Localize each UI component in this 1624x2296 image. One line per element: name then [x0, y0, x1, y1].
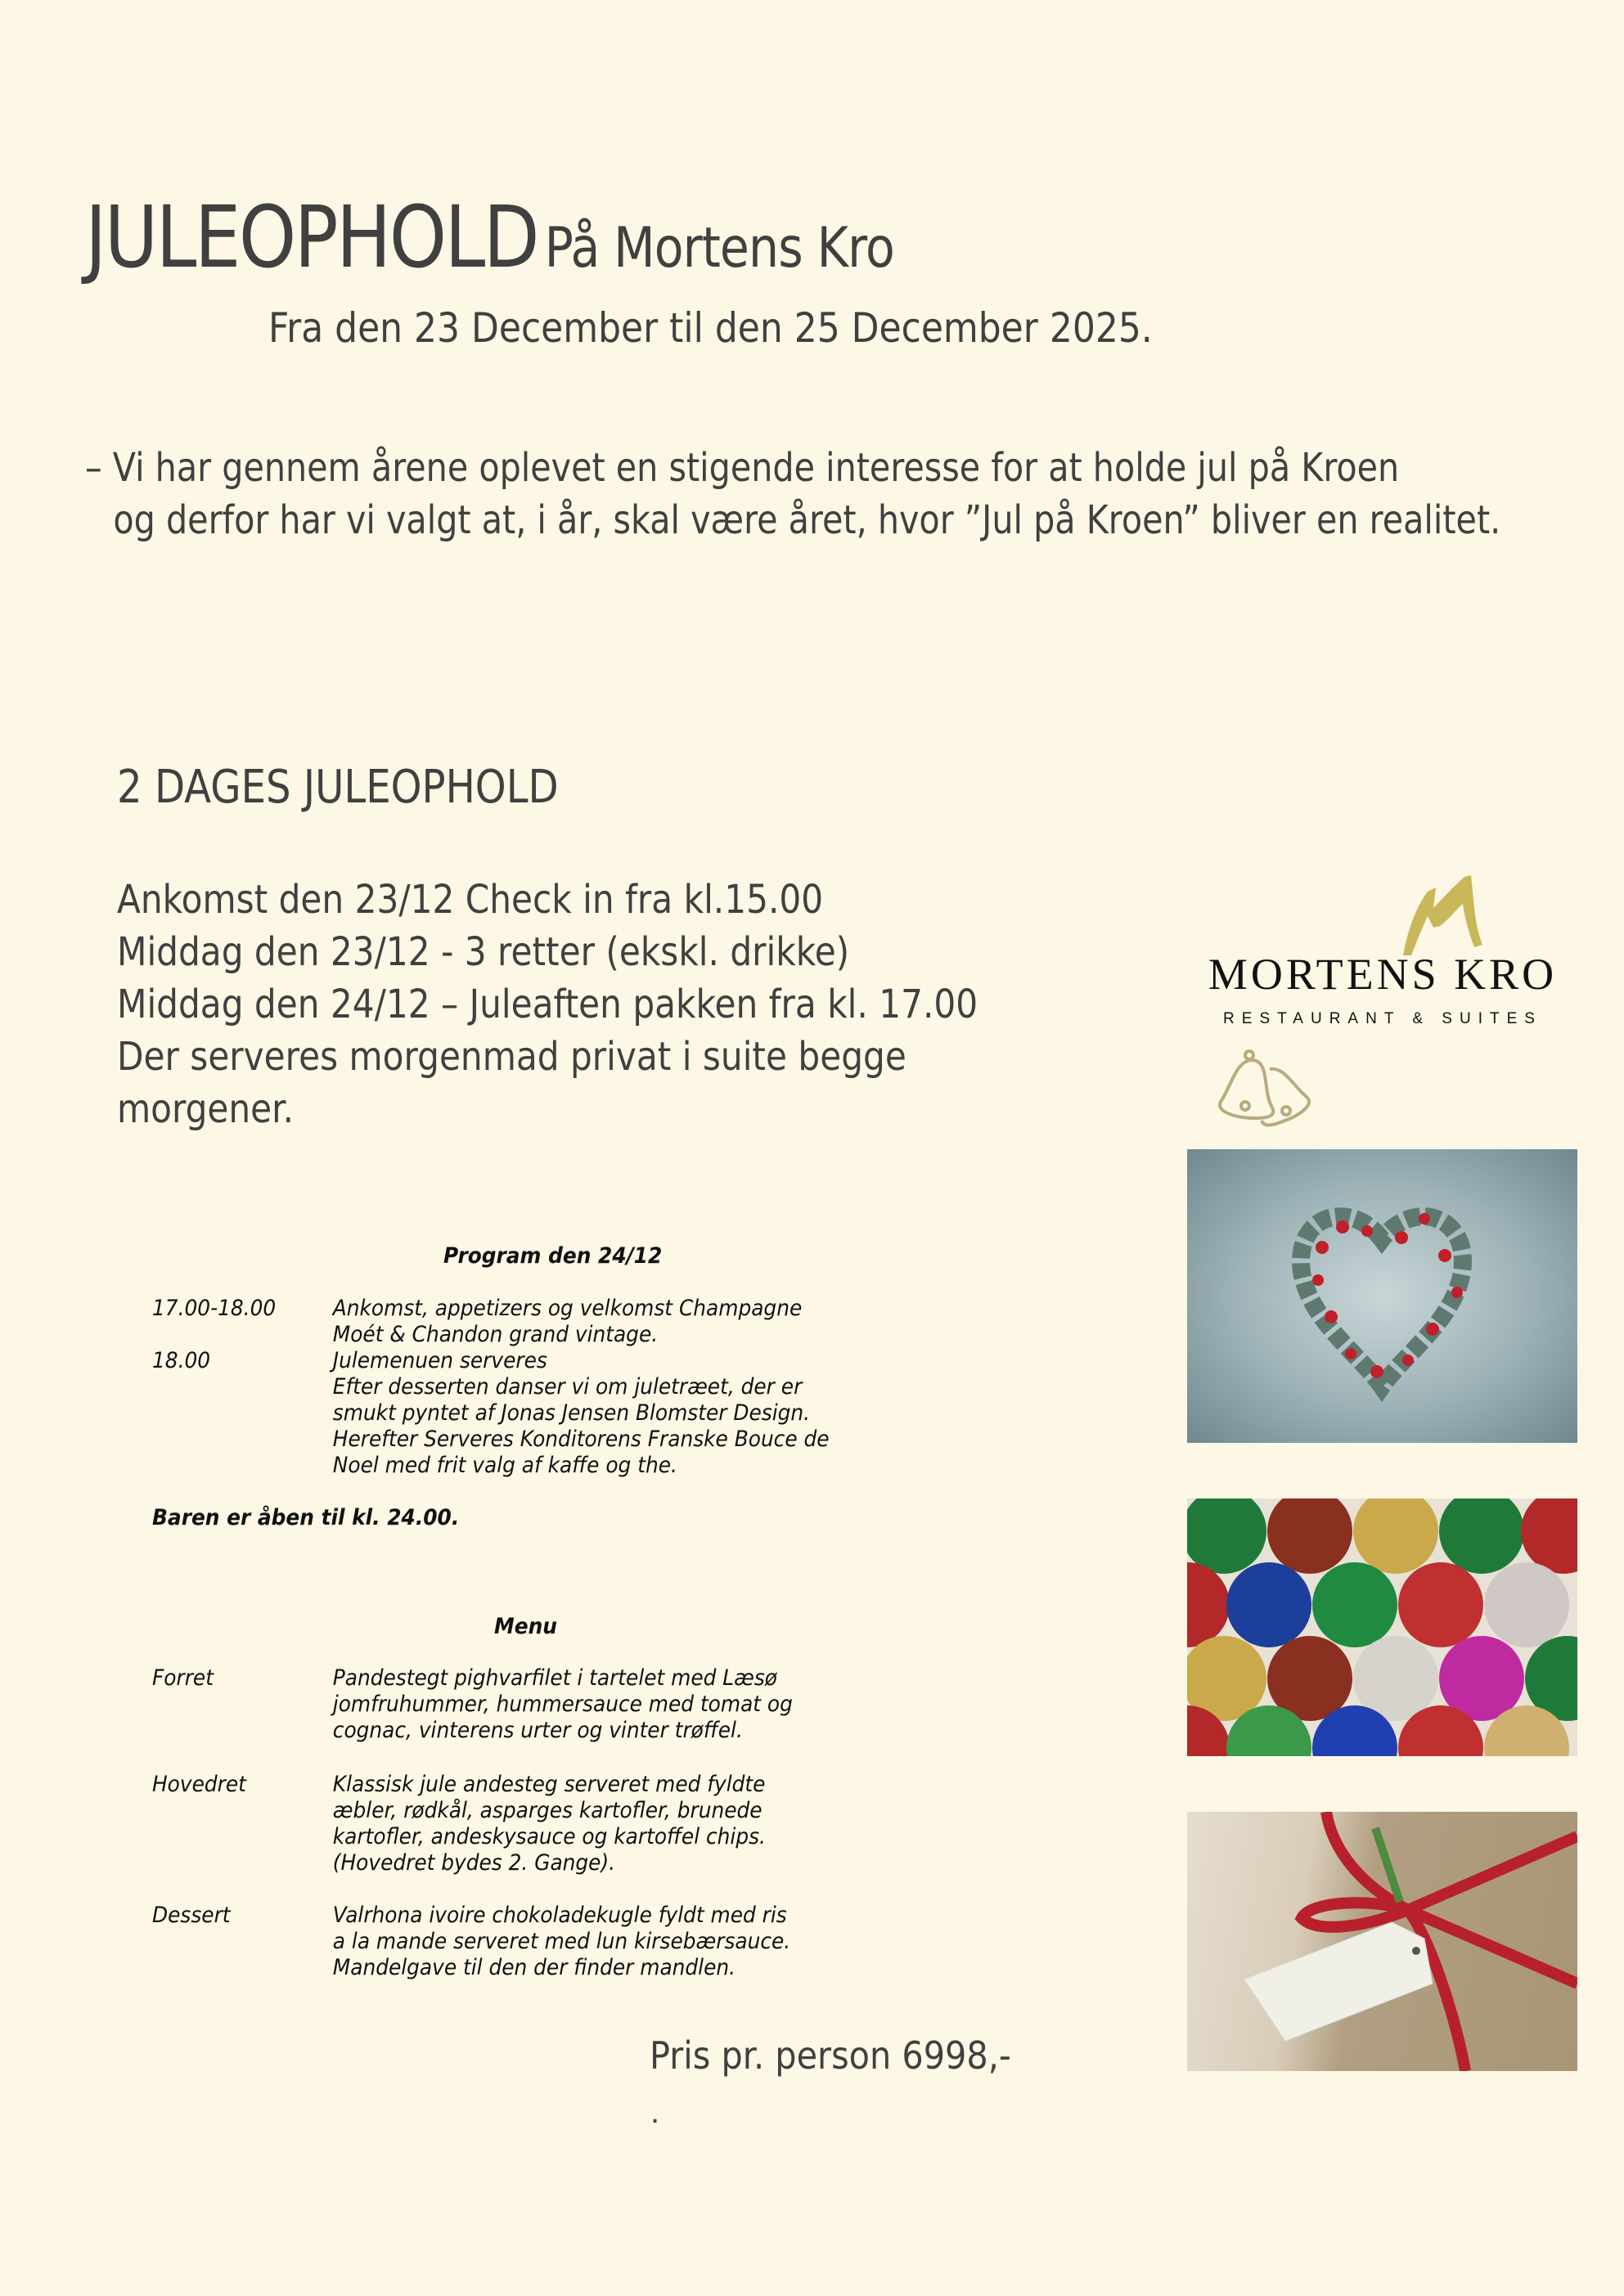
program-time: 18.00 — [152, 1348, 211, 1373]
program-line: smukt pyntet af Jonas Jensen Blomster Design. — [332, 1400, 811, 1426]
trailing-dot: . — [650, 2094, 660, 2130]
logo-tagline: RESTAURANT & SUITES — [1223, 1010, 1542, 1027]
course-name: Forret — [152, 1665, 214, 1691]
wreath-photo — [1187, 1149, 1577, 1443]
package-title: 2 DAGES JULEOPHOLD — [117, 761, 559, 814]
page-title — [85, 187, 894, 287]
package-line: Der serveres morgenmad privat i suite begge — [117, 1034, 906, 1080]
menu-title: Menu — [494, 1614, 557, 1639]
program-line: Efter desserten danser vi om juletræet, der er — [332, 1374, 803, 1400]
intro-line-2: og derfor har vi valgt at, i år, skal være året, hvor ”Jul på Kroen” bliver en realitet. — [113, 497, 1501, 543]
course-line: Klassisk jule andesteg serveret med fyldte — [332, 1772, 766, 1797]
logo-name: MORTENS KRO — [1208, 950, 1558, 999]
course-line: cognac, vinterens urter og vinter trøffel. — [332, 1718, 743, 1743]
course-name: Dessert — [152, 1903, 231, 1928]
bar-note: Baren er åben til kl. 24.00. — [152, 1505, 460, 1530]
program-title: Program den 24/12 — [443, 1243, 663, 1269]
package-line: Ankomst den 23/12 Check in fra kl.15.00 — [117, 877, 824, 923]
program-line: Julemenuen serveres — [332, 1348, 547, 1373]
gift-tag-icon — [1187, 1812, 1577, 2071]
program-line: Noel med frit valg af kaffe og the. — [332, 1453, 677, 1478]
program-line: Moét & Chandon grand vintage. — [332, 1322, 659, 1347]
price: Pris pr. person 6998,- — [650, 2033, 1011, 2078]
heart-wreath-icon — [1187, 1149, 1577, 1443]
course-line: æbler, rødkål, asparges kartofler, brunede — [332, 1798, 763, 1823]
title-subtitle: På Mortens Kro — [544, 216, 894, 281]
bells-icon — [1211, 1040, 1342, 1139]
m-brush-icon — [1178, 859, 1587, 957]
course-line: a la mande serveret med lun kirsebærsauce. — [332, 1929, 791, 1954]
course-description — [333, 1772, 766, 1876]
package-details — [117, 874, 978, 1135]
package-line: Middag den 23/12 - 3 retter (ekskl. drikke) — [117, 929, 850, 975]
intro-line-1: – Vi har gennem årene oplevet en stigende interesse for at holde jul på Kroen — [85, 445, 1400, 491]
baubles-photo — [1187, 1498, 1577, 1756]
program-description — [333, 1348, 830, 1479]
logo — [1178, 859, 1587, 1137]
baubles-icon — [1187, 1498, 1577, 1756]
course-name: Hovedret — [152, 1772, 246, 1797]
course-description — [333, 1903, 790, 1981]
course-line: Mandelgave til den der finder mandlen. — [332, 1955, 736, 1980]
course-line: kartofler, andeskysauce og kartoffel chips. — [332, 1824, 766, 1849]
program-time: 17.00-18.00 — [152, 1296, 277, 1321]
program-line: Ankomst, appetizers og velkomst Champagne — [332, 1296, 803, 1321]
program-description — [333, 1296, 802, 1348]
course-line: Pandestegt pighvarfilet i tartelet med Læsø — [332, 1665, 778, 1691]
date-range: Fra den 23 December til den 25 December 2025. — [268, 304, 1153, 352]
course-line: (Hovedret bydes 2. Gange). — [332, 1850, 616, 1876]
intro-text — [85, 442, 1500, 546]
program-line: Herefter Serveres Konditorens Franske Bouce de — [332, 1427, 830, 1452]
course-description — [333, 1665, 793, 1744]
title-main: JULEOPHOLD — [85, 187, 538, 287]
course-line: Valrhona ivoire chokoladekugle fyldt med ris — [332, 1903, 787, 1928]
course-line: jomfruhummer, hummersauce med tomat og — [332, 1692, 793, 1717]
package-line: Middag den 24/12 – Juleaften pakken fra kl. 17.00 — [117, 982, 978, 1027]
gift-photo — [1187, 1812, 1577, 2071]
package-line: morgener. — [117, 1086, 295, 1132]
